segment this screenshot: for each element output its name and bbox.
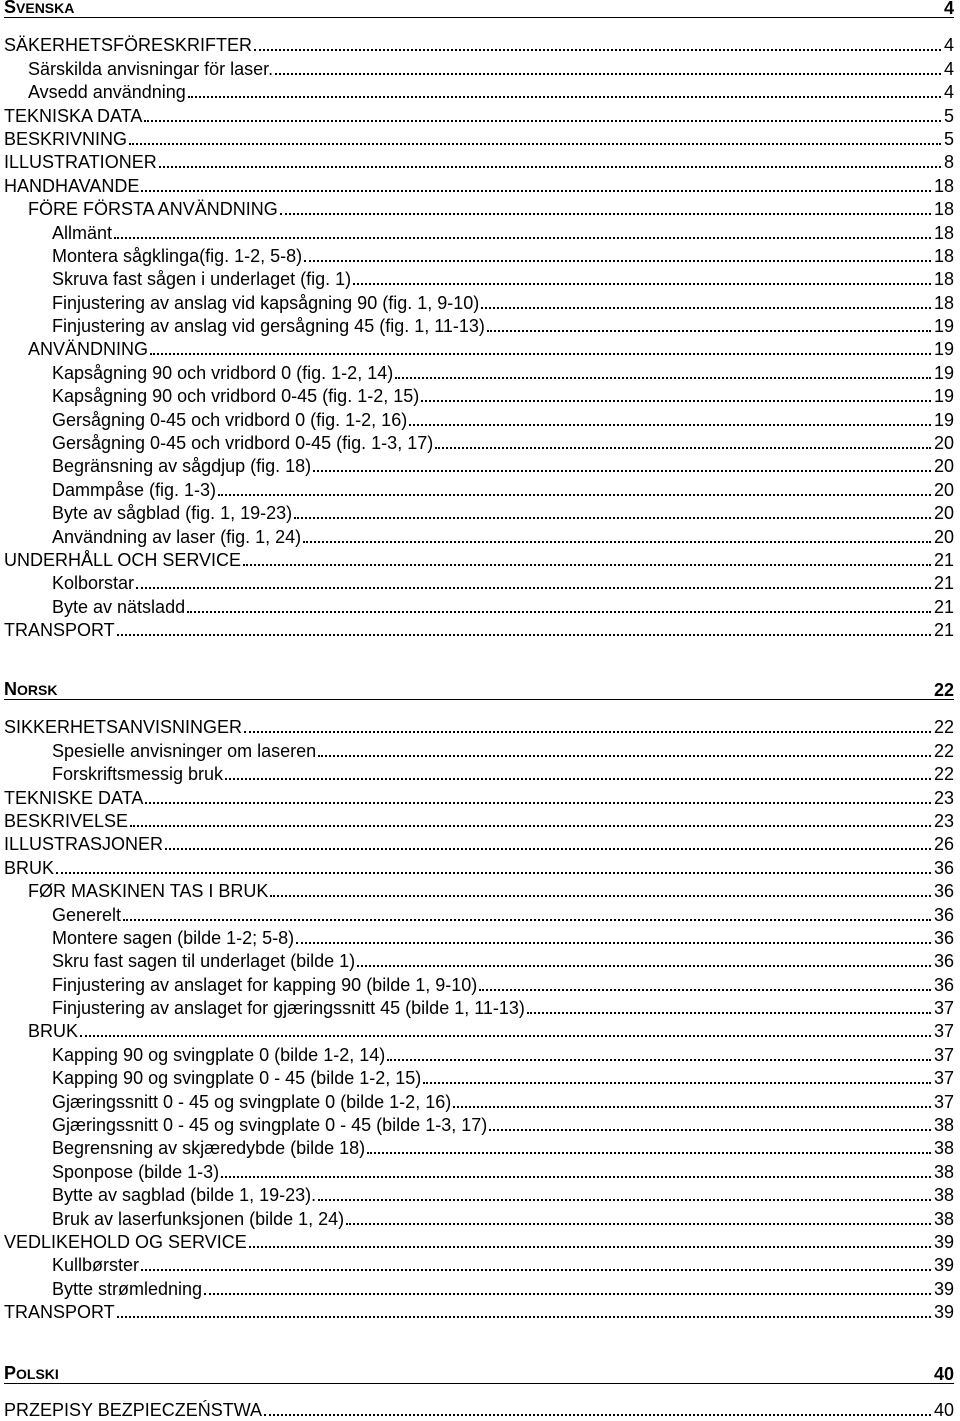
toc-entry[interactable] [4, 785, 954, 808]
dot-leader [280, 213, 931, 215]
toc-entry-page: 18 [933, 175, 954, 196]
toc-entry[interactable] [4, 902, 954, 925]
toc-entry-label: Byte av sågblad (fig. 1, 19-23) [52, 503, 293, 524]
toc-entry[interactable] [4, 1113, 954, 1136]
toc-entry-page: 40 [933, 1400, 954, 1421]
dot-leader [264, 1414, 931, 1416]
toc-entry-page: 22 [933, 764, 954, 785]
dot-leader [187, 611, 931, 613]
toc-entry[interactable] [4, 1042, 954, 1065]
toc-entry-label: SIKKERHETSANVISNINGER [4, 717, 243, 738]
toc-entry-label: PRZEPISY BEZPIECZEŃSTWA [4, 1400, 263, 1421]
toc-entry[interactable] [4, 809, 954, 832]
dot-leader [123, 919, 931, 921]
toc-entry-label: Skruva fast sågen i underlaget (fig. 1) [52, 269, 352, 290]
toc-entry-page: 36 [933, 927, 954, 948]
dot-leader [275, 73, 941, 75]
dot-leader [141, 190, 931, 192]
dot-leader [487, 330, 931, 332]
toc-entry-label: Bytte strømledning [52, 1278, 203, 1299]
toc-entry-label: Finjustering av anslaget for kapping 90 (bilde 1, 9-10) [52, 974, 478, 995]
toc-entry[interactable] [4, 1300, 954, 1323]
section-page-number: 4 [943, 0, 954, 18]
toc-entry-label: Kullbørster [52, 1255, 140, 1276]
toc-entry[interactable] [4, 173, 954, 196]
toc-entry[interactable] [4, 150, 954, 173]
toc-entry-label: TEKNISKA DATA [4, 105, 143, 126]
toc-entry-page: 36 [933, 881, 954, 902]
dot-leader [144, 120, 941, 122]
toc-entry[interactable] [4, 996, 954, 1019]
toc-entry[interactable] [4, 1159, 954, 1182]
toc-entry-label: TRANSPORT [4, 1302, 115, 1323]
toc-entry-page: 5 [943, 128, 954, 149]
toc-entry-label: Kapping 90 og svingplate 0 (bilde 1-2, 14) [52, 1044, 386, 1065]
toc-entry[interactable] [4, 360, 954, 383]
toc-entry[interactable] [4, 56, 954, 79]
toc-entry[interactable] [4, 290, 954, 313]
dot-leader [204, 1293, 931, 1295]
dot-leader [165, 848, 931, 850]
toc-entry-label: Sponpose (bilde 1-3) [52, 1161, 220, 1182]
dot-leader [141, 1269, 931, 1271]
dot-leader [270, 895, 931, 897]
toc-entry-label: VEDLIKEHOLD OG SERVICE [4, 1231, 247, 1252]
toc-entry[interactable] [4, 738, 954, 761]
toc-entry[interactable] [4, 524, 954, 547]
toc-entry-page: 36 [933, 951, 954, 972]
toc-entry-page: 38 [933, 1161, 954, 1182]
dot-leader [353, 283, 931, 285]
toc-entry-page: 39 [933, 1278, 954, 1299]
toc-entry-label: Bytte av sagblad (bilde 1, 19-23). [52, 1185, 317, 1206]
toc-entry-label: ILLUSTRASJONER [4, 834, 164, 855]
dot-leader [225, 778, 931, 780]
toc-entry-page: 38 [933, 1185, 954, 1206]
toc-entry[interactable] [4, 715, 954, 738]
toc-entry-label: Finjustering av anslaget for gjæringssnitt 45 (bilde 1, 11-13) [52, 998, 525, 1019]
toc-entry-label: Kapsågning 90 och vridbord 0-45 (fig. 1-2, 15) [52, 386, 420, 407]
toc-entry[interactable] [4, 594, 954, 617]
toc-entry-label: Finjustering av anslag vid kapsågning 90 (fig. 1, 9-10) [52, 292, 480, 313]
toc-list-norsk [4, 715, 954, 1323]
toc-entry-label: BRUK [28, 1021, 79, 1042]
toc-entry-label: Dammpåse (fig. 1-3) [52, 479, 217, 500]
dot-leader [218, 494, 931, 496]
toc-entry-page: 18 [933, 292, 954, 313]
toc-entry-page: 37 [933, 1091, 954, 1112]
toc-entry[interactable] [4, 879, 954, 902]
toc-entry-label: Skru fast sagen til underlaget (bilde 1) [52, 951, 356, 972]
toc-entry-page: 21 [933, 573, 954, 594]
toc-entry-page: 36 [933, 857, 954, 878]
toc-entry-page: 8 [943, 152, 954, 173]
toc-entry[interactable] [4, 1253, 954, 1276]
dot-leader [346, 1223, 931, 1225]
toc-entry[interactable] [4, 832, 954, 855]
toc-entry-label: FØR MASKINEN TAS I BRUK [28, 881, 269, 902]
toc-entry-page: 21 [933, 596, 954, 617]
toc-entry-page: 21 [933, 549, 954, 570]
toc-entry-page: 26 [933, 834, 954, 855]
dot-leader [221, 1176, 931, 1178]
toc-entry-label: Forskriftsmessig bruk [52, 764, 224, 785]
toc-entry-label: Allmänt [52, 222, 113, 243]
toc-entry-label: HANDHAVANDE [4, 175, 140, 196]
toc-entry-label: FÖRE FÖRSTA ANVÄNDNING [28, 199, 278, 220]
dot-leader [130, 825, 931, 827]
toc-entry-label: Gersågning 0-45 och vridbord 0-45 (fig. 1-3, 17) [52, 433, 434, 454]
dot-leader [318, 1199, 931, 1201]
toc-entry[interactable] [4, 197, 954, 220]
toc-entry-label: BESKRIVELSE [4, 810, 129, 831]
dot-leader [114, 237, 931, 239]
toc-entry-label: Begränsning av sågdjup (fig. 18) [52, 456, 312, 477]
dot-leader [136, 587, 931, 589]
toc-entry-page: 5 [943, 105, 954, 126]
dot-leader [479, 989, 931, 991]
toc-entry-label: Särskilda anvisningar för laser. [28, 58, 274, 79]
toc-entry-page: 19 [933, 386, 954, 407]
dot-leader [367, 1152, 931, 1154]
dot-leader [296, 942, 931, 944]
toc-entry[interactable] [4, 267, 954, 290]
toc-entry-label: Montere sagen (bilde 1-2; 5-8) [52, 927, 295, 948]
dot-leader [150, 353, 931, 355]
section-title: POLSKI [4, 1363, 59, 1383]
dot-leader [387, 1059, 931, 1061]
toc-entry-label: Avsedd användning [28, 82, 186, 103]
toc-entry[interactable] [4, 1183, 954, 1206]
toc-entry-page: 20 [933, 433, 954, 454]
dot-leader [313, 470, 931, 472]
toc-entry-label: Byte av nätsladd [52, 596, 186, 617]
toc-entry[interactable] [4, 454, 954, 477]
dot-leader [357, 965, 931, 967]
dot-leader [453, 1106, 931, 1108]
toc-entry-page: 38 [933, 1115, 954, 1136]
dot-leader [303, 541, 931, 543]
toc-entry-page: 4 [943, 58, 954, 79]
toc-entry-page: 4 [943, 82, 954, 103]
toc-entry-label: Finjustering av anslag vid gersågning 45 (fig. 1, 11-13) [52, 316, 485, 337]
toc-entry-label: Användning av laser (fig. 1, 24) [52, 526, 302, 547]
dot-leader [80, 1035, 931, 1037]
toc-entry[interactable] [4, 220, 954, 243]
toc-entry-label: Gjæringssnitt 0 - 45 og svingplate 0 - 45 (bilde 1-3, 17) [52, 1115, 488, 1136]
toc-entry[interactable] [4, 314, 954, 337]
toc-entry[interactable] [4, 337, 954, 360]
toc-entry[interactable] [4, 103, 954, 126]
dot-leader [527, 1012, 931, 1014]
section-title: SVENSKA [4, 0, 75, 17]
toc-entry-page: 36 [933, 974, 954, 995]
toc-entry-label: Spesielle anvisninger om laseren [52, 740, 317, 761]
dot-leader [435, 447, 931, 449]
toc-entry-page: 36 [933, 904, 954, 925]
dot-leader [409, 424, 931, 426]
toc-entry[interactable] [4, 1019, 954, 1042]
toc-entry-page: 38 [933, 1138, 954, 1159]
toc-entry[interactable] [4, 407, 954, 430]
dot-leader [129, 143, 941, 145]
toc-entry-label: Generelt [52, 904, 122, 925]
toc-entry[interactable] [4, 926, 954, 949]
dot-leader [481, 307, 931, 309]
toc-entry-page: 37 [933, 1021, 954, 1042]
toc-entry[interactable] [4, 618, 954, 641]
toc-entry-page: 19 [933, 316, 954, 337]
dot-leader [56, 872, 931, 874]
toc-entry-page: 20 [933, 456, 954, 477]
section-page-number: 40 [933, 1364, 954, 1384]
section-header-norsk [4, 680, 954, 700]
toc-entry[interactable] [4, 548, 954, 571]
toc-entry-page: 23 [933, 810, 954, 831]
toc-entry-label: ANVÄNDNING [28, 339, 149, 360]
toc-entry-page: 19 [933, 362, 954, 383]
toc-entry-page: 37 [933, 1044, 954, 1065]
toc-entry-label: SÄKERHETSFÖRESKRIFTER [4, 35, 253, 56]
toc-list-svenska [4, 33, 954, 641]
toc-entry-page: 39 [933, 1302, 954, 1323]
toc-entry-label: Kolborstar [52, 573, 135, 594]
toc-entry[interactable] [4, 431, 954, 454]
dot-leader [254, 49, 941, 51]
dot-leader [304, 260, 931, 262]
toc-entry-label: Kapping 90 og svingplate 0 - 45 (bilde 1-2, 15) [52, 1068, 422, 1089]
toc-entry[interactable] [4, 33, 954, 56]
toc-entry[interactable] [4, 501, 954, 524]
toc-entry-page: 19 [933, 339, 954, 360]
toc-entry-label: Begrensning av skjæredybde (bilde 18) [52, 1138, 366, 1159]
toc-entry-page: 37 [933, 1068, 954, 1089]
toc-entry[interactable] [4, 80, 954, 103]
toc-entry[interactable] [4, 1089, 954, 1112]
section-title: NORSK [4, 679, 58, 699]
toc-entry-page: 19 [933, 409, 954, 430]
dot-leader [318, 755, 931, 757]
toc-entry-page: 18 [933, 245, 954, 266]
toc-entry-label: BRUK [4, 857, 55, 878]
toc-entry-label: UNDERHÅLL OCH SERVICE [4, 549, 242, 570]
dot-leader [421, 400, 931, 402]
dot-leader [188, 96, 941, 98]
toc-entry-label: Gersågning 0-45 och vridbord 0 (fig. 1-2, 16) [52, 409, 408, 430]
toc-entry-page: 20 [933, 479, 954, 500]
toc-entry[interactable] [4, 1230, 954, 1253]
toc-entry-label: Gjæringssnitt 0 - 45 og svingplate 0 (bilde 1-2, 16) [52, 1091, 452, 1112]
toc-entry[interactable] [4, 477, 954, 500]
toc-entry-page: 20 [933, 526, 954, 547]
toc-entry[interactable] [4, 384, 954, 407]
toc-entry[interactable] [4, 762, 954, 785]
toc-entry-label: TEKNISKE DATA [4, 787, 144, 808]
dot-leader [117, 1316, 931, 1318]
dot-leader [159, 166, 941, 168]
toc-entry[interactable] [4, 1398, 954, 1421]
dot-leader [117, 634, 931, 636]
toc-entry-page: 20 [933, 503, 954, 524]
toc-entry-page: 18 [933, 269, 954, 290]
toc-entry-page: 4 [943, 35, 954, 56]
toc-entry-page: 18 [933, 199, 954, 220]
section-page-number: 22 [933, 680, 954, 700]
toc-entry[interactable] [4, 1136, 954, 1159]
toc-entry[interactable] [4, 571, 954, 594]
dot-leader [243, 564, 931, 566]
toc-entry[interactable] [4, 949, 954, 972]
toc-entry-page: 39 [933, 1231, 954, 1252]
toc-entry[interactable] [4, 1206, 954, 1229]
toc-entry[interactable] [4, 127, 954, 150]
dot-leader [423, 1082, 931, 1084]
toc-entry-label: Kapsågning 90 och vridbord 0 (fig. 1-2, 14) [52, 362, 394, 383]
toc-entry-page: 22 [933, 740, 954, 761]
toc-entry-page: 23 [933, 787, 954, 808]
dot-leader [489, 1129, 931, 1131]
dot-leader [395, 377, 931, 379]
toc-entry-label: ILLUSTRATIONER [4, 152, 157, 173]
toc-entry-page: 18 [933, 222, 954, 243]
dot-leader [294, 517, 931, 519]
section-header-svenska [4, 0, 954, 18]
toc-entry-label: Bruk av laserfunksjonen (bilde 1, 24) [52, 1208, 345, 1229]
toc-list-polski [4, 1398, 954, 1421]
toc-entry[interactable] [4, 855, 954, 878]
toc-entry-label: Montera sågklinga(fig. 1-2, 5-8) [52, 245, 303, 266]
toc-entry-page: 21 [933, 620, 954, 641]
toc-entry-page: 22 [933, 717, 954, 738]
toc-entry[interactable] [4, 1276, 954, 1299]
toc-entry[interactable] [4, 1066, 954, 1089]
section-header-polski [4, 1364, 954, 1384]
dot-leader [244, 731, 931, 733]
toc-entry[interactable] [4, 244, 954, 267]
toc-entry-label: BESKRIVNING [4, 128, 128, 149]
toc-entry-page: 38 [933, 1208, 954, 1229]
dot-leader [145, 802, 931, 804]
toc-entry-page: 39 [933, 1255, 954, 1276]
dot-leader [249, 1246, 931, 1248]
toc-entry-page: 37 [933, 998, 954, 1019]
toc-entry-label: TRANSPORT [4, 620, 115, 641]
toc-entry[interactable] [4, 972, 954, 995]
